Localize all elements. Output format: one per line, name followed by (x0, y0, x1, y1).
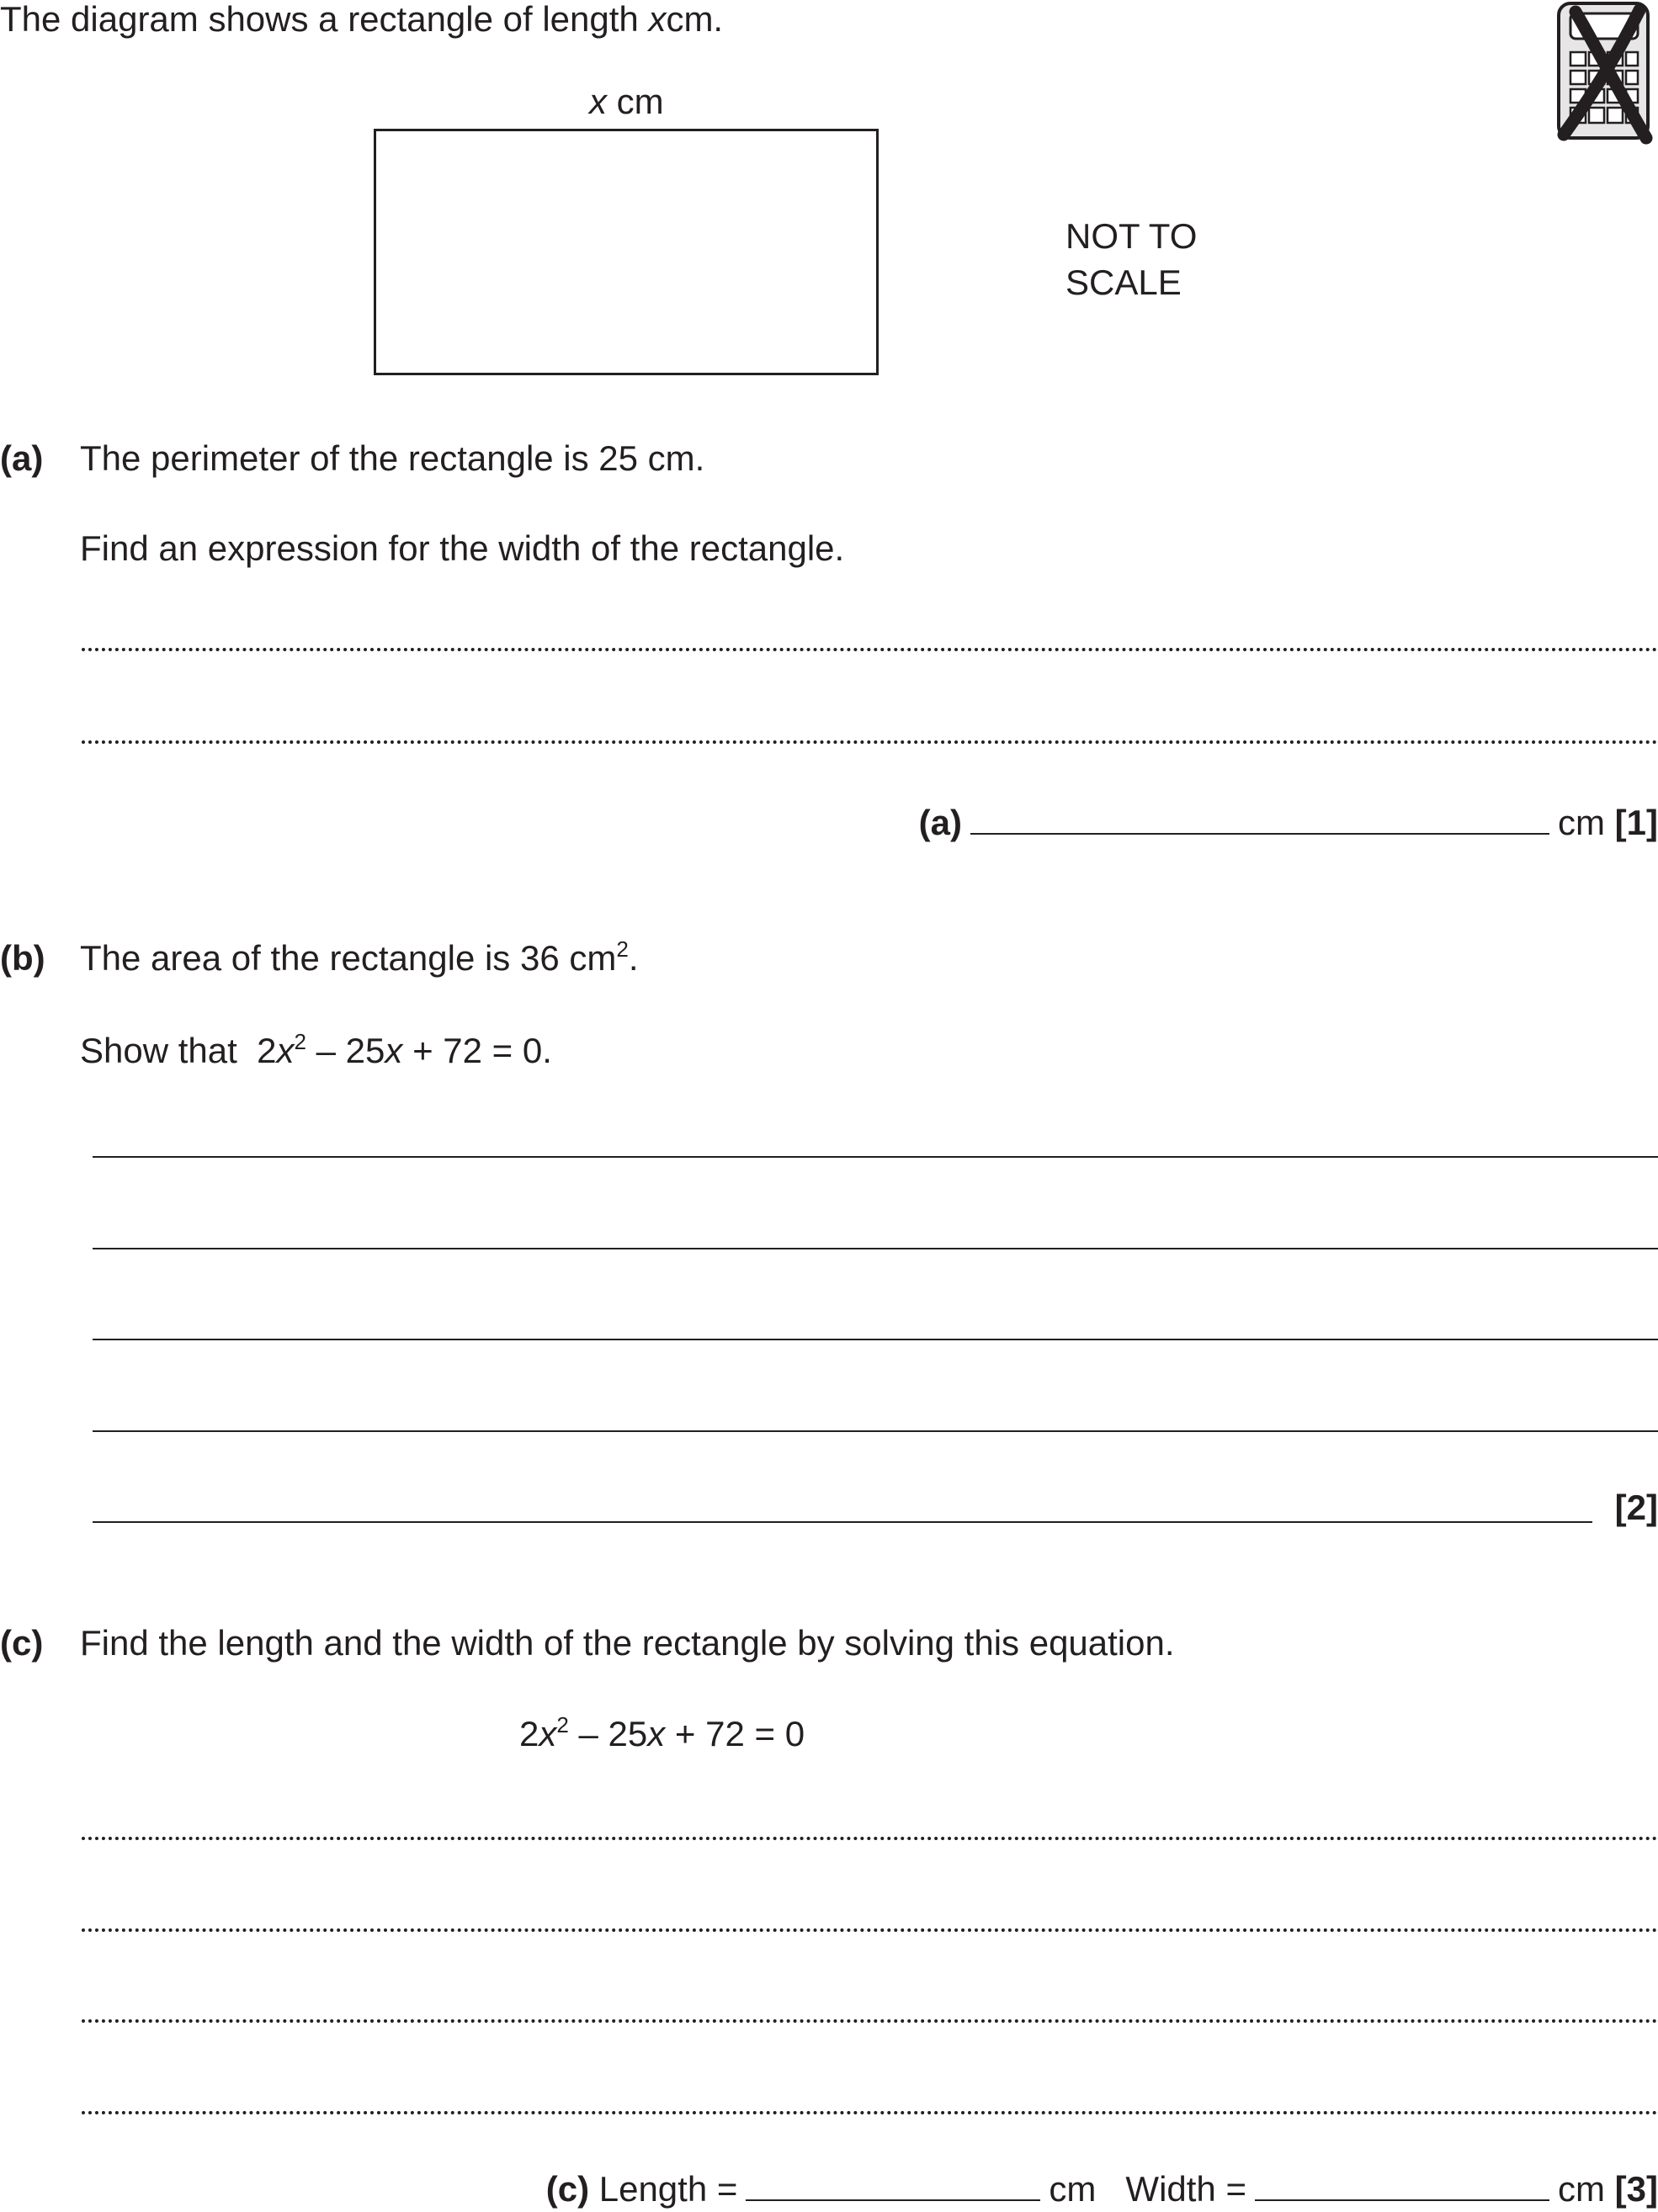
answer-line-a2[interactable] (82, 740, 1658, 744)
width-answer-label: Width = (1125, 2169, 1246, 2209)
working-line-b1[interactable] (93, 1156, 1658, 1158)
length-answer-unit: cm (1049, 2169, 1097, 2209)
intro-variable: x (648, 0, 667, 39)
intro-text (0, 2, 723, 37)
part-c-eq-var2: x (647, 1714, 666, 1753)
part-b-eq-end: + 72 = 0. (402, 1031, 552, 1070)
width-answer-unit: cm (1557, 2169, 1605, 2209)
part-c-eq-end: + 72 = 0 (665, 1714, 805, 1753)
working-line-b4[interactable] (93, 1430, 1658, 1432)
part-b-label: (b) (0, 938, 45, 978)
part-b-show-prefix: Show that (80, 1031, 237, 1070)
part-a-label: (a) (0, 438, 44, 478)
part-b-eq-coef: 2 (257, 1031, 277, 1070)
part-a-question: Find an expression for the width of the rectangle. (80, 528, 845, 568)
part-b-statement-sup: 2 (616, 936, 629, 962)
no-calculator-icon (1552, 0, 1658, 145)
part-a-marks: [1] (1614, 803, 1658, 842)
part-a-answer-blank[interactable] (970, 833, 1549, 835)
part-b-marks: [2] (1614, 1488, 1658, 1527)
part-b-statement-text: The area of the rectangle is 36 cm (80, 938, 617, 978)
part-b-statement-end: . (628, 938, 639, 978)
answer-line-c1[interactable] (82, 1837, 1658, 1840)
part-b-statement (80, 936, 639, 978)
part-b-eq-mid: – 25 (306, 1031, 385, 1070)
part-c-statement: Find the length and the width of the rectangle by solving this equation. (80, 1623, 1175, 1663)
length-variable: x (589, 82, 607, 121)
part-a-answer-row (919, 805, 1658, 841)
part-c-eq-mid: – 25 (568, 1714, 648, 1753)
rectangle-diagram (374, 129, 879, 375)
part-a-statement: The perimeter of the rectangle is 25 cm. (80, 438, 705, 478)
part-a-answer-label: (a) (918, 803, 962, 842)
width-answer-blank[interactable] (1255, 2199, 1549, 2201)
not-to-scale-label (1065, 213, 1197, 305)
length-unit: cm (616, 82, 664, 121)
part-b-show-that (80, 1028, 552, 1070)
working-line-b3[interactable] (93, 1339, 1658, 1340)
working-line-b2[interactable] (93, 1248, 1658, 1249)
part-b-eq-sup: 2 (294, 1028, 306, 1054)
intro-text-start: The diagram shows a rectangle of length (0, 0, 649, 39)
part-a-answer-unit: cm (1557, 803, 1605, 842)
answer-line-c3[interactable] (82, 2019, 1658, 2023)
part-b-eq-var: x (276, 1031, 295, 1070)
not-to-scale-line2: SCALE (1065, 263, 1182, 302)
part-c-eq-coef: 2 (519, 1714, 539, 1753)
working-line-b5[interactable] (93, 1521, 1592, 1523)
length-answer-blank[interactable] (746, 2199, 1040, 2201)
part-c-answer-row (545, 2169, 1658, 2209)
answer-line-c2[interactable] (82, 1928, 1658, 1932)
length-label (589, 84, 664, 119)
part-b-eq-var2: x (385, 1031, 403, 1070)
not-to-scale-line1: NOT TO (1065, 216, 1198, 256)
part-c-label: (c) (0, 1623, 44, 1663)
answer-line-c4[interactable] (82, 2111, 1658, 2114)
length-answer-label: Length = (598, 2169, 738, 2209)
answer-line-a1[interactable] (82, 648, 1658, 651)
part-c-equation (519, 1711, 805, 1753)
part-c-answer-label: (c) (545, 2169, 590, 2209)
part-c-eq-var: x (539, 1714, 557, 1753)
part-c-marks: [3] (1614, 2169, 1658, 2209)
intro-text-end: cm. (666, 0, 724, 39)
part-c-eq-sup: 2 (556, 1711, 569, 1737)
